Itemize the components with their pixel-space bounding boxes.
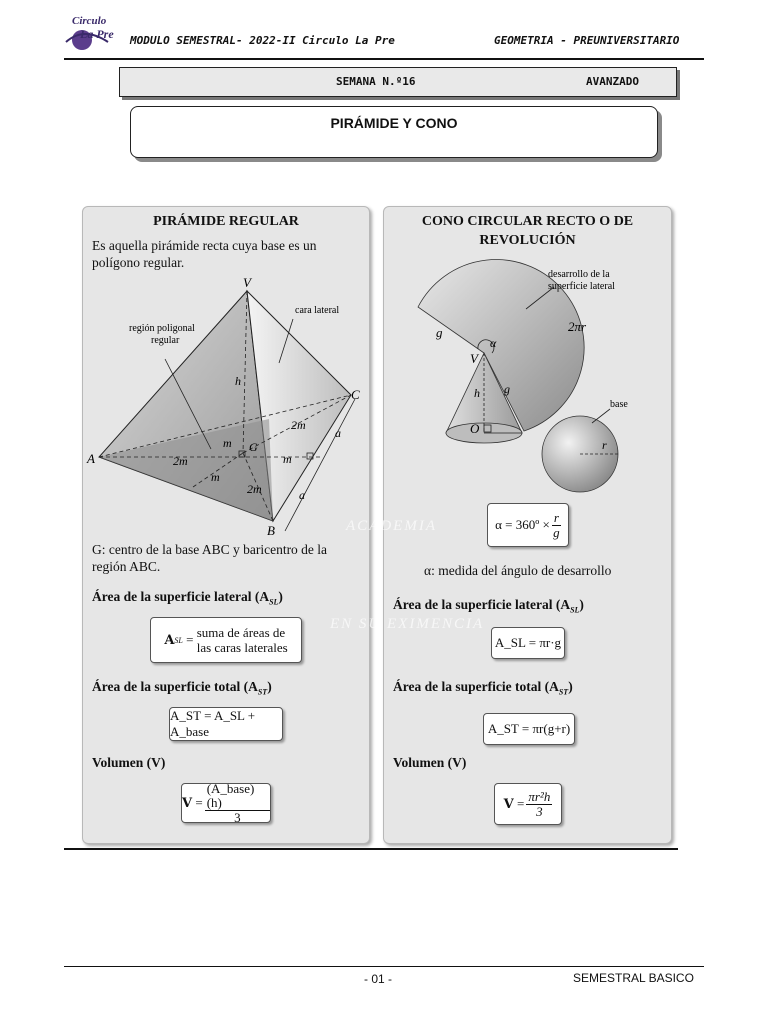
logo — [64, 12, 126, 52]
cone-figure — [384, 257, 671, 497]
volume-formula: V = $\frac{\text{(A\_base)(h)}}{3}$ — [181, 783, 271, 823]
label-A: A — [87, 451, 95, 466]
volume-heading: Volumen (V) — [92, 755, 166, 770]
pyramid-intro-2: polígono regular. — [92, 255, 185, 270]
label-g-2: g — [504, 382, 510, 396]
label-m-3: m — [211, 470, 220, 484]
label-a-1: a — [335, 426, 341, 440]
label-G: G — [249, 440, 258, 454]
label-B: B — [267, 523, 275, 537]
label-cara-lateral: cara lateral — [295, 305, 340, 316]
label-2m-2: 2m — [291, 418, 306, 432]
lateral-area-heading: Área de la superficie lateral $(A_{SL})$ — [92, 589, 283, 607]
title-box — [130, 106, 658, 158]
cone-volume-heading: Volumen (V) — [393, 755, 467, 770]
footer-label: SEMESTRAL BASICO — [573, 971, 694, 985]
logo-text-2: La Pre — [80, 27, 114, 41]
cone-total-heading: Área de la superficie total $(A_{ST})$ — [393, 679, 573, 697]
watermark-1: ACADEMIA — [346, 518, 437, 534]
label-region-1: región poligonal — [129, 323, 195, 334]
label-base: base — [610, 399, 628, 410]
label-region-2: regular — [151, 335, 180, 346]
label-2m-3: 2m — [247, 482, 262, 496]
lateral-area-formula: A SL = suma de áreas de las caras laterales — [150, 617, 302, 663]
pyramid-title: PIRÁMIDE REGULAR — [153, 214, 299, 229]
label-V: V — [243, 275, 251, 290]
label-O: O — [470, 421, 480, 436]
total-area-formula: A_ST = A_SL + A_base — [169, 707, 283, 741]
cone-title-2: REVOLUCIÓN — [479, 233, 576, 248]
label-h: h — [235, 374, 241, 388]
label-r: r — [602, 438, 607, 452]
cone-title-1: CONO CIRCULAR RECTO O DE — [421, 214, 634, 229]
label-desarrollo-2: superficie lateral — [548, 281, 615, 292]
cone-lateral-formula: A_SL = πr·g — [491, 627, 565, 659]
watermark-2: EN SU EXIMENCIA — [330, 616, 485, 632]
cone-volume-formula: V = $\frac{\text{πr²h}}{3}$ — [494, 783, 562, 825]
week-label: SEMANA N.º16 — [336, 75, 416, 88]
cone-lateral-heading: Área de la superficie lateral $(A_{SL})$ — [393, 597, 584, 615]
alpha-formula: α = 360º × $\frac{r}{g}$ — [487, 503, 569, 547]
pyramid-intro-1: Es aquella pirámide recta cuya base es un — [92, 238, 317, 253]
label-alpha: α — [490, 336, 497, 350]
alpha-caption: α: medida del ángulo de desarrollo — [424, 563, 612, 578]
total-area-heading: Área de la superficie total $(A_{ST})$ — [92, 679, 272, 697]
g-desc-1: G: centro de la base ABC y baricentro de la — [92, 542, 328, 557]
week-banner — [119, 67, 677, 97]
cone-total-formula: A_ST = πr(g+r) — [483, 713, 575, 745]
level-label: AVANZADO — [586, 75, 639, 88]
header-right: GEOMETRIA - PREUNIVERSITARIO — [494, 34, 680, 47]
footer-divider — [64, 966, 704, 967]
label-g-1: g — [436, 325, 443, 340]
label-2pir: 2πr — [568, 319, 587, 334]
label-2m-1: 2m — [173, 454, 188, 468]
header-divider — [64, 58, 704, 60]
g-desc-2: región ABC. — [92, 559, 161, 574]
pyramid-panel — [82, 206, 370, 844]
label-m-2: m — [283, 452, 292, 466]
header-left: MODULO SEMESTRAL- 2022-II Circulo La Pre — [130, 34, 395, 47]
pyramid-figure — [83, 273, 369, 537]
label-C: C — [351, 387, 360, 402]
label-cone-h: h — [474, 386, 480, 400]
label-vertex-V: V — [470, 351, 478, 366]
content-divider — [64, 848, 678, 850]
page-number: - 01 - — [364, 972, 393, 986]
label-a-2: a — [299, 488, 305, 502]
label-m-1: m — [223, 436, 232, 450]
page-title: PIRÁMIDE Y CONO — [330, 115, 458, 131]
label-desarrollo-1: desarrollo de la — [548, 269, 610, 280]
logo-text-1: Circulo — [72, 15, 107, 27]
